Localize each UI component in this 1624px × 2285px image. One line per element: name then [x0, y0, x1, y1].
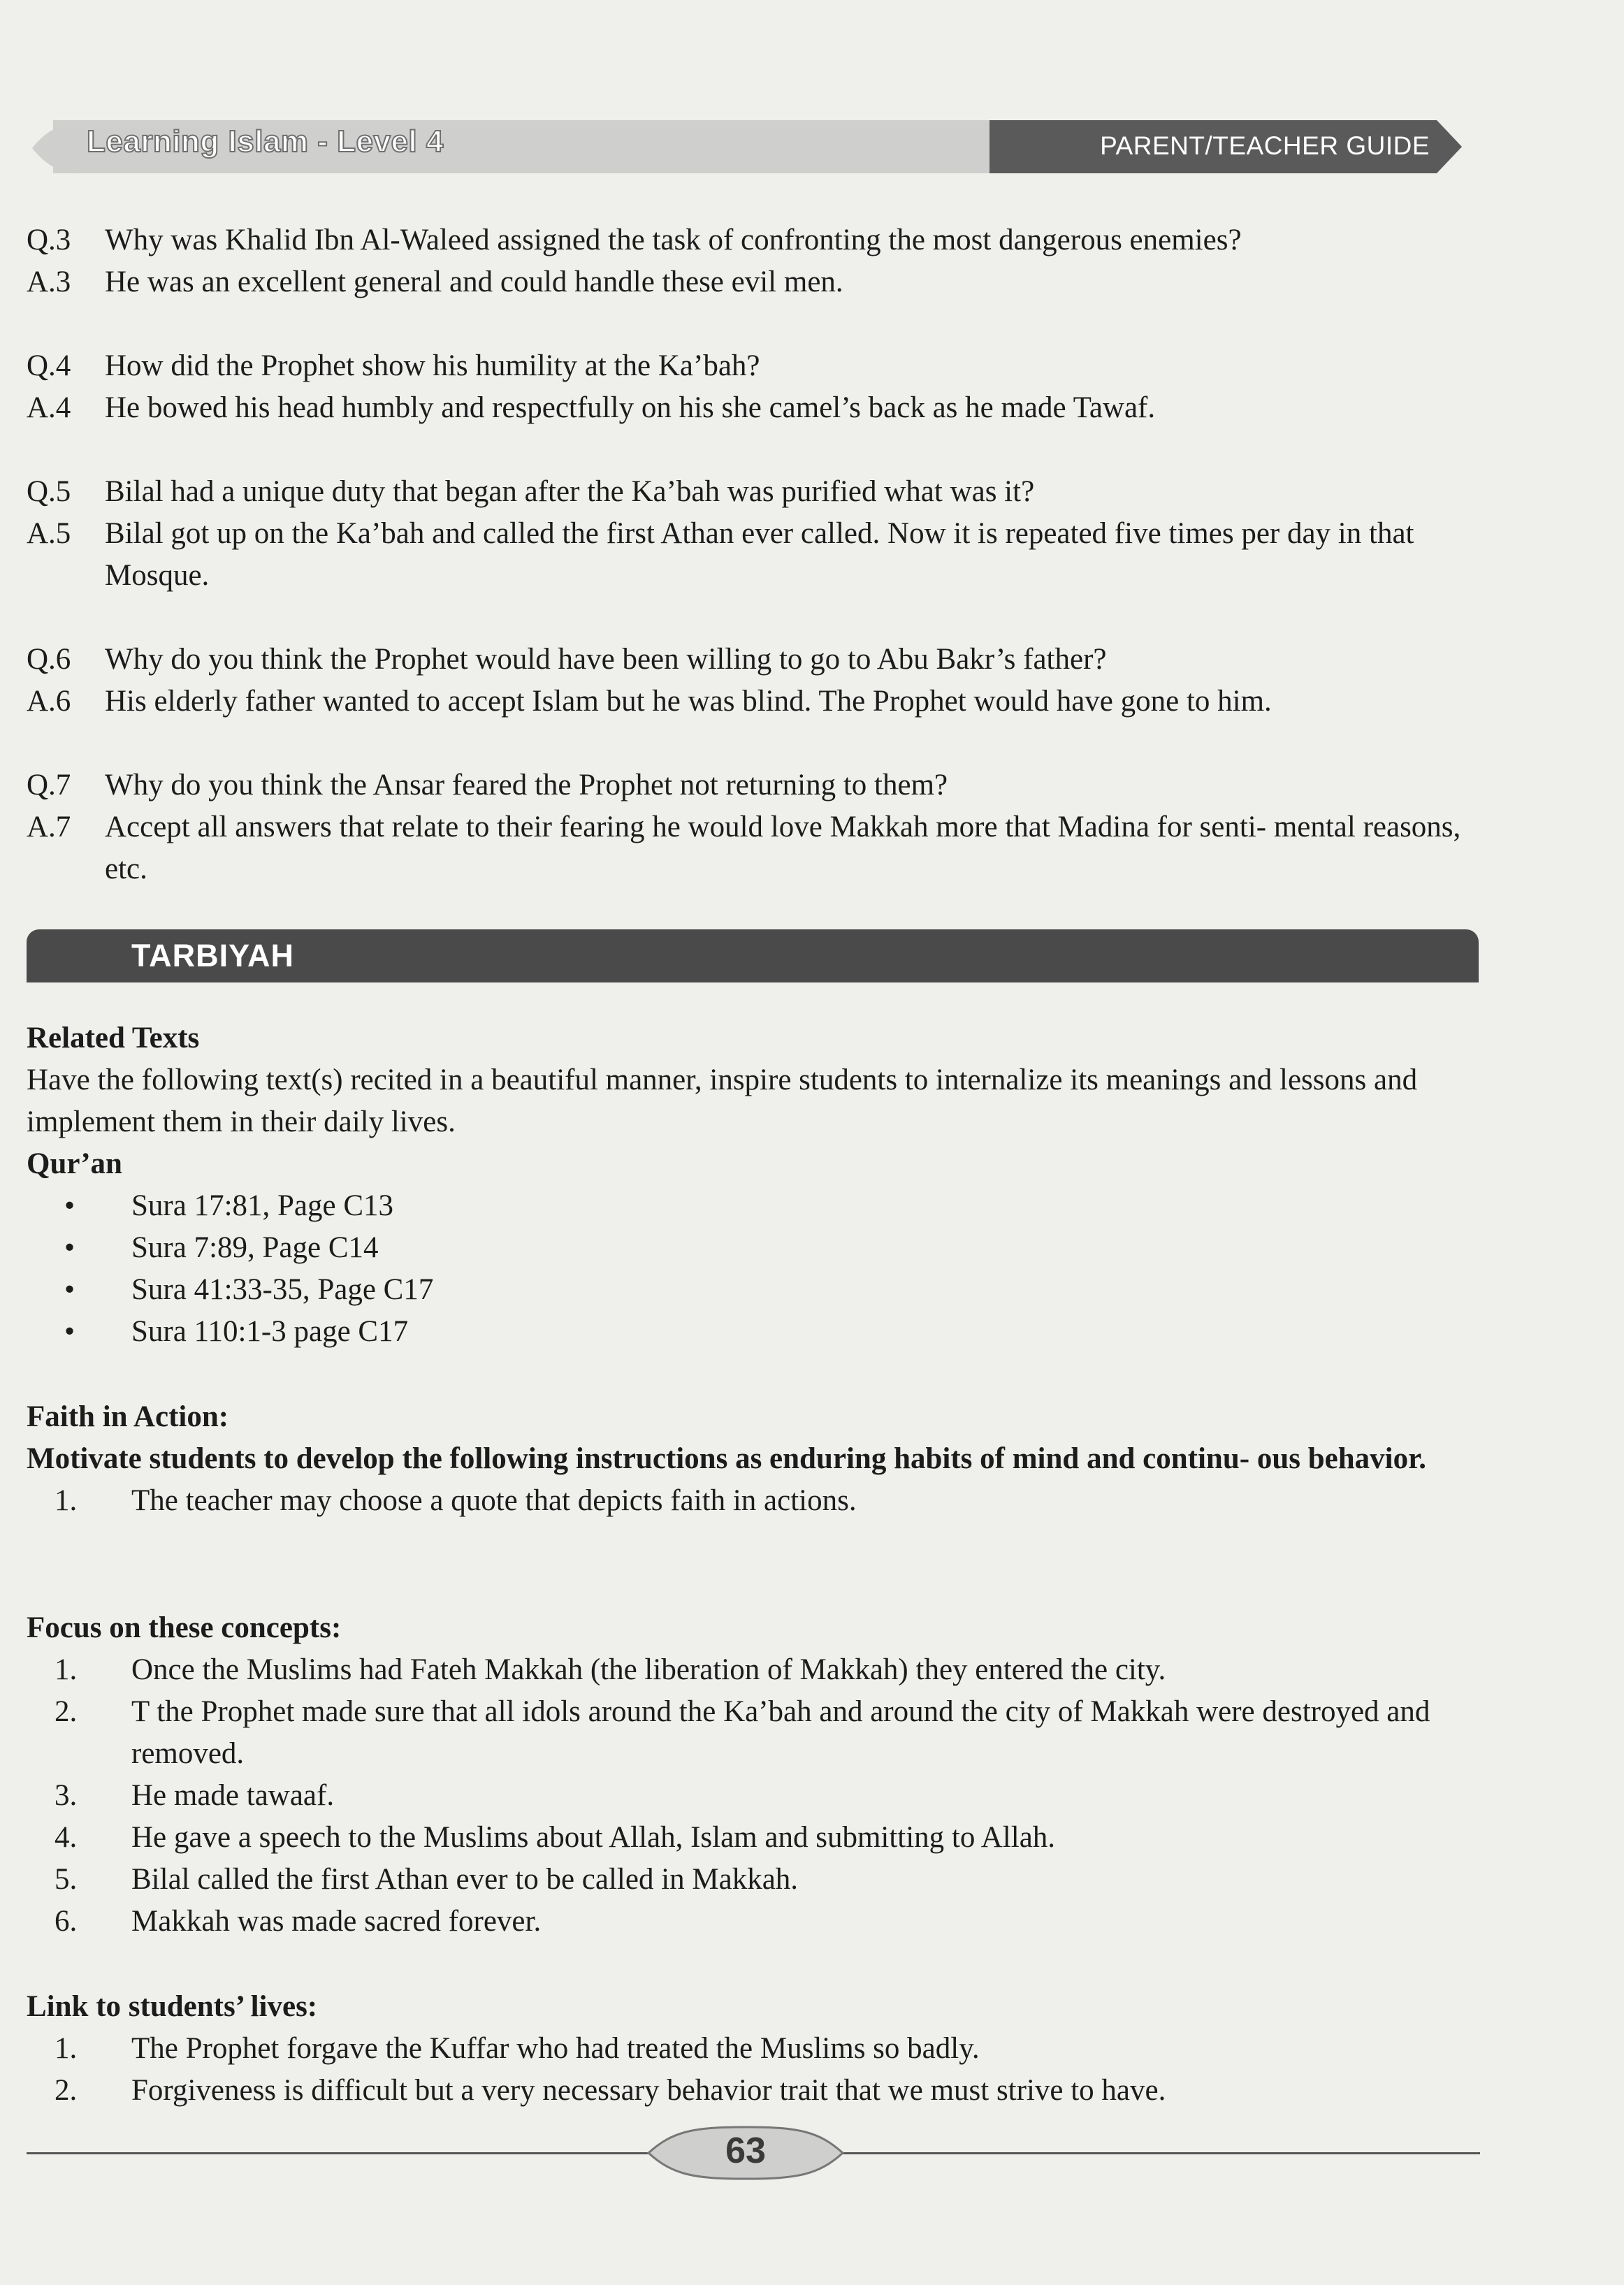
item-number: 3.: [55, 1779, 78, 1812]
qa-block-4: [27, 345, 1480, 429]
question-label: Q.5: [27, 475, 71, 508]
item-number: 6.: [55, 1905, 78, 1938]
focus-item: He made tawaaf.: [131, 1779, 335, 1812]
header-banner: [25, 117, 1480, 179]
qa-block-7: [27, 764, 1480, 890]
page-number: 63: [725, 2131, 766, 2171]
link-heading: Link to students’ lives:: [27, 1990, 318, 2023]
answer-label: A.3: [27, 266, 71, 298]
question-label: Q.6: [27, 643, 71, 676]
question-text: Why do you think the Prophet would have been willing to go to Abu Bakr’s father?: [105, 643, 1107, 676]
quran-item: Sura 41:33-35, Page C17: [131, 1273, 434, 1306]
question-label: Q.7: [27, 769, 71, 801]
list-item: [27, 1311, 1480, 1353]
quran-item: Sura 17:81, Page C13: [131, 1189, 394, 1222]
link-item: The Prophet forgave the Kuffar who had treated the Muslims so badly.: [131, 2032, 980, 2065]
item-number: 1.: [55, 1484, 78, 1517]
question-label: Q.3: [27, 224, 71, 256]
item-number: 5.: [55, 1863, 78, 1896]
list-item: [27, 1269, 1480, 1311]
focus-item: Makkah was made sacred forever.: [131, 1905, 542, 1938]
question-label: Q.4: [27, 349, 71, 382]
answer-label: A.5: [27, 517, 71, 550]
list-item: [27, 1775, 1480, 1817]
focus-item: T the Prophet made sure that all idols around the Ka’bah and around the city of Makkah were destroyed and removed.: [131, 1695, 1430, 1770]
bullet-mark: •: [64, 1273, 75, 1306]
quran-item: Sura 7:89, Page C14: [131, 1231, 379, 1264]
list-item: [27, 1901, 1480, 1943]
focus-section: [27, 1607, 1480, 1943]
question-text: Why do you think the Ansar feared the Prophet not returning to them?: [105, 769, 948, 801]
bullet-mark: •: [64, 1189, 75, 1222]
focus-item: He gave a speech to the Muslims about Allah, Islam and submitting to Allah.: [131, 1821, 1056, 1854]
faith-subheading: Motivate students to develop the following instructions as enduring habits of mind and continu- ous behavior.: [27, 1442, 1426, 1475]
banner-right-tip: [1437, 120, 1462, 173]
quran-item: Sura 110:1-3 page C17: [131, 1315, 409, 1348]
focus-item: Bilal called the first Athan ever to be called in Makkah.: [131, 1863, 799, 1896]
answer-text: Bilal got up on the Ka’bah and called the first Athan ever called. Now it is repeated five times per day in that Mosque.: [105, 517, 1414, 592]
qa-block-5: [27, 471, 1480, 597]
faith-heading: Faith in Action:: [27, 1400, 229, 1433]
answer-label: A.7: [27, 811, 71, 843]
question-text: Why was Khalid Ibn Al-Waleed assigned the task of confronting the most dangerous enemies?: [105, 224, 1242, 256]
faith-section: [27, 1396, 1480, 1522]
item-number: 1.: [55, 1653, 78, 1686]
focus-item: Once the Muslims had Fateh Makkah (the liberation of Makkah) they entered the city.: [131, 1653, 1166, 1686]
link-section: [27, 1986, 1480, 2112]
list-item: [27, 1817, 1480, 1859]
tarbiyah-title: TARBIYAH: [131, 938, 295, 973]
faith-item: The teacher may choose a quote that depicts faith in actions.: [131, 1484, 857, 1517]
list-item: [27, 2070, 1480, 2112]
related-texts-section: [27, 1017, 1480, 1353]
qa-block-6: [27, 639, 1480, 723]
list-item: [27, 1480, 1480, 1522]
related-heading: Related Texts: [27, 1022, 200, 1054]
item-number: 2.: [55, 1695, 78, 1728]
tarbiyah-bar: [27, 929, 1479, 982]
related-text: Have the following text(s) recited in a beautiful manner, inspire students to internalize its meanings and lessons and implement them in their daily lives.: [27, 1064, 1418, 1138]
focus-heading: Focus on these concepts:: [27, 1611, 342, 1644]
answer-text: His elderly father wanted to accept Islam but he was blind. The Prophet would have gone to him.: [105, 685, 1272, 718]
bullet-mark: •: [64, 1231, 75, 1264]
book-title: Learning Islam - Level 4: [87, 124, 444, 159]
item-number: 2.: [55, 2074, 78, 2107]
list-item: [27, 1649, 1480, 1691]
answer-text: He was an excellent general and could handle these evil men.: [105, 266, 843, 298]
link-item: Forgiveness is difficult but a very necessary behavior trait that we must strive to have.: [131, 2074, 1166, 2107]
list-item: [27, 1185, 1480, 1227]
answer-label: A.6: [27, 685, 71, 718]
answer-text: He bowed his head humbly and respectfully on his she camel’s back as he made Tawaf.: [105, 391, 1156, 424]
list-item: [27, 1691, 1480, 1775]
answer-text: Accept all answers that relate to their fearing he would love Makkah more that Madina for senti- mental reasons, etc.: [105, 811, 1461, 885]
question-text: How did the Prophet show his humility at the Ka’bah?: [105, 349, 760, 382]
list-item: [27, 2028, 1480, 2070]
guide-label: PARENT/TEACHER GUIDE: [1100, 131, 1430, 160]
item-number: 1.: [55, 2032, 78, 2065]
list-item: [27, 1859, 1480, 1901]
question-text: Bilal had a unique duty that began after the Ka’bah was purified what was it?: [105, 475, 1035, 508]
answer-label: A.4: [27, 391, 71, 424]
bullet-mark: •: [64, 1315, 75, 1348]
item-number: 4.: [55, 1821, 78, 1854]
qa-block-3: [27, 219, 1480, 303]
list-item: [27, 1227, 1480, 1269]
quran-heading: Qur’an: [27, 1147, 122, 1180]
